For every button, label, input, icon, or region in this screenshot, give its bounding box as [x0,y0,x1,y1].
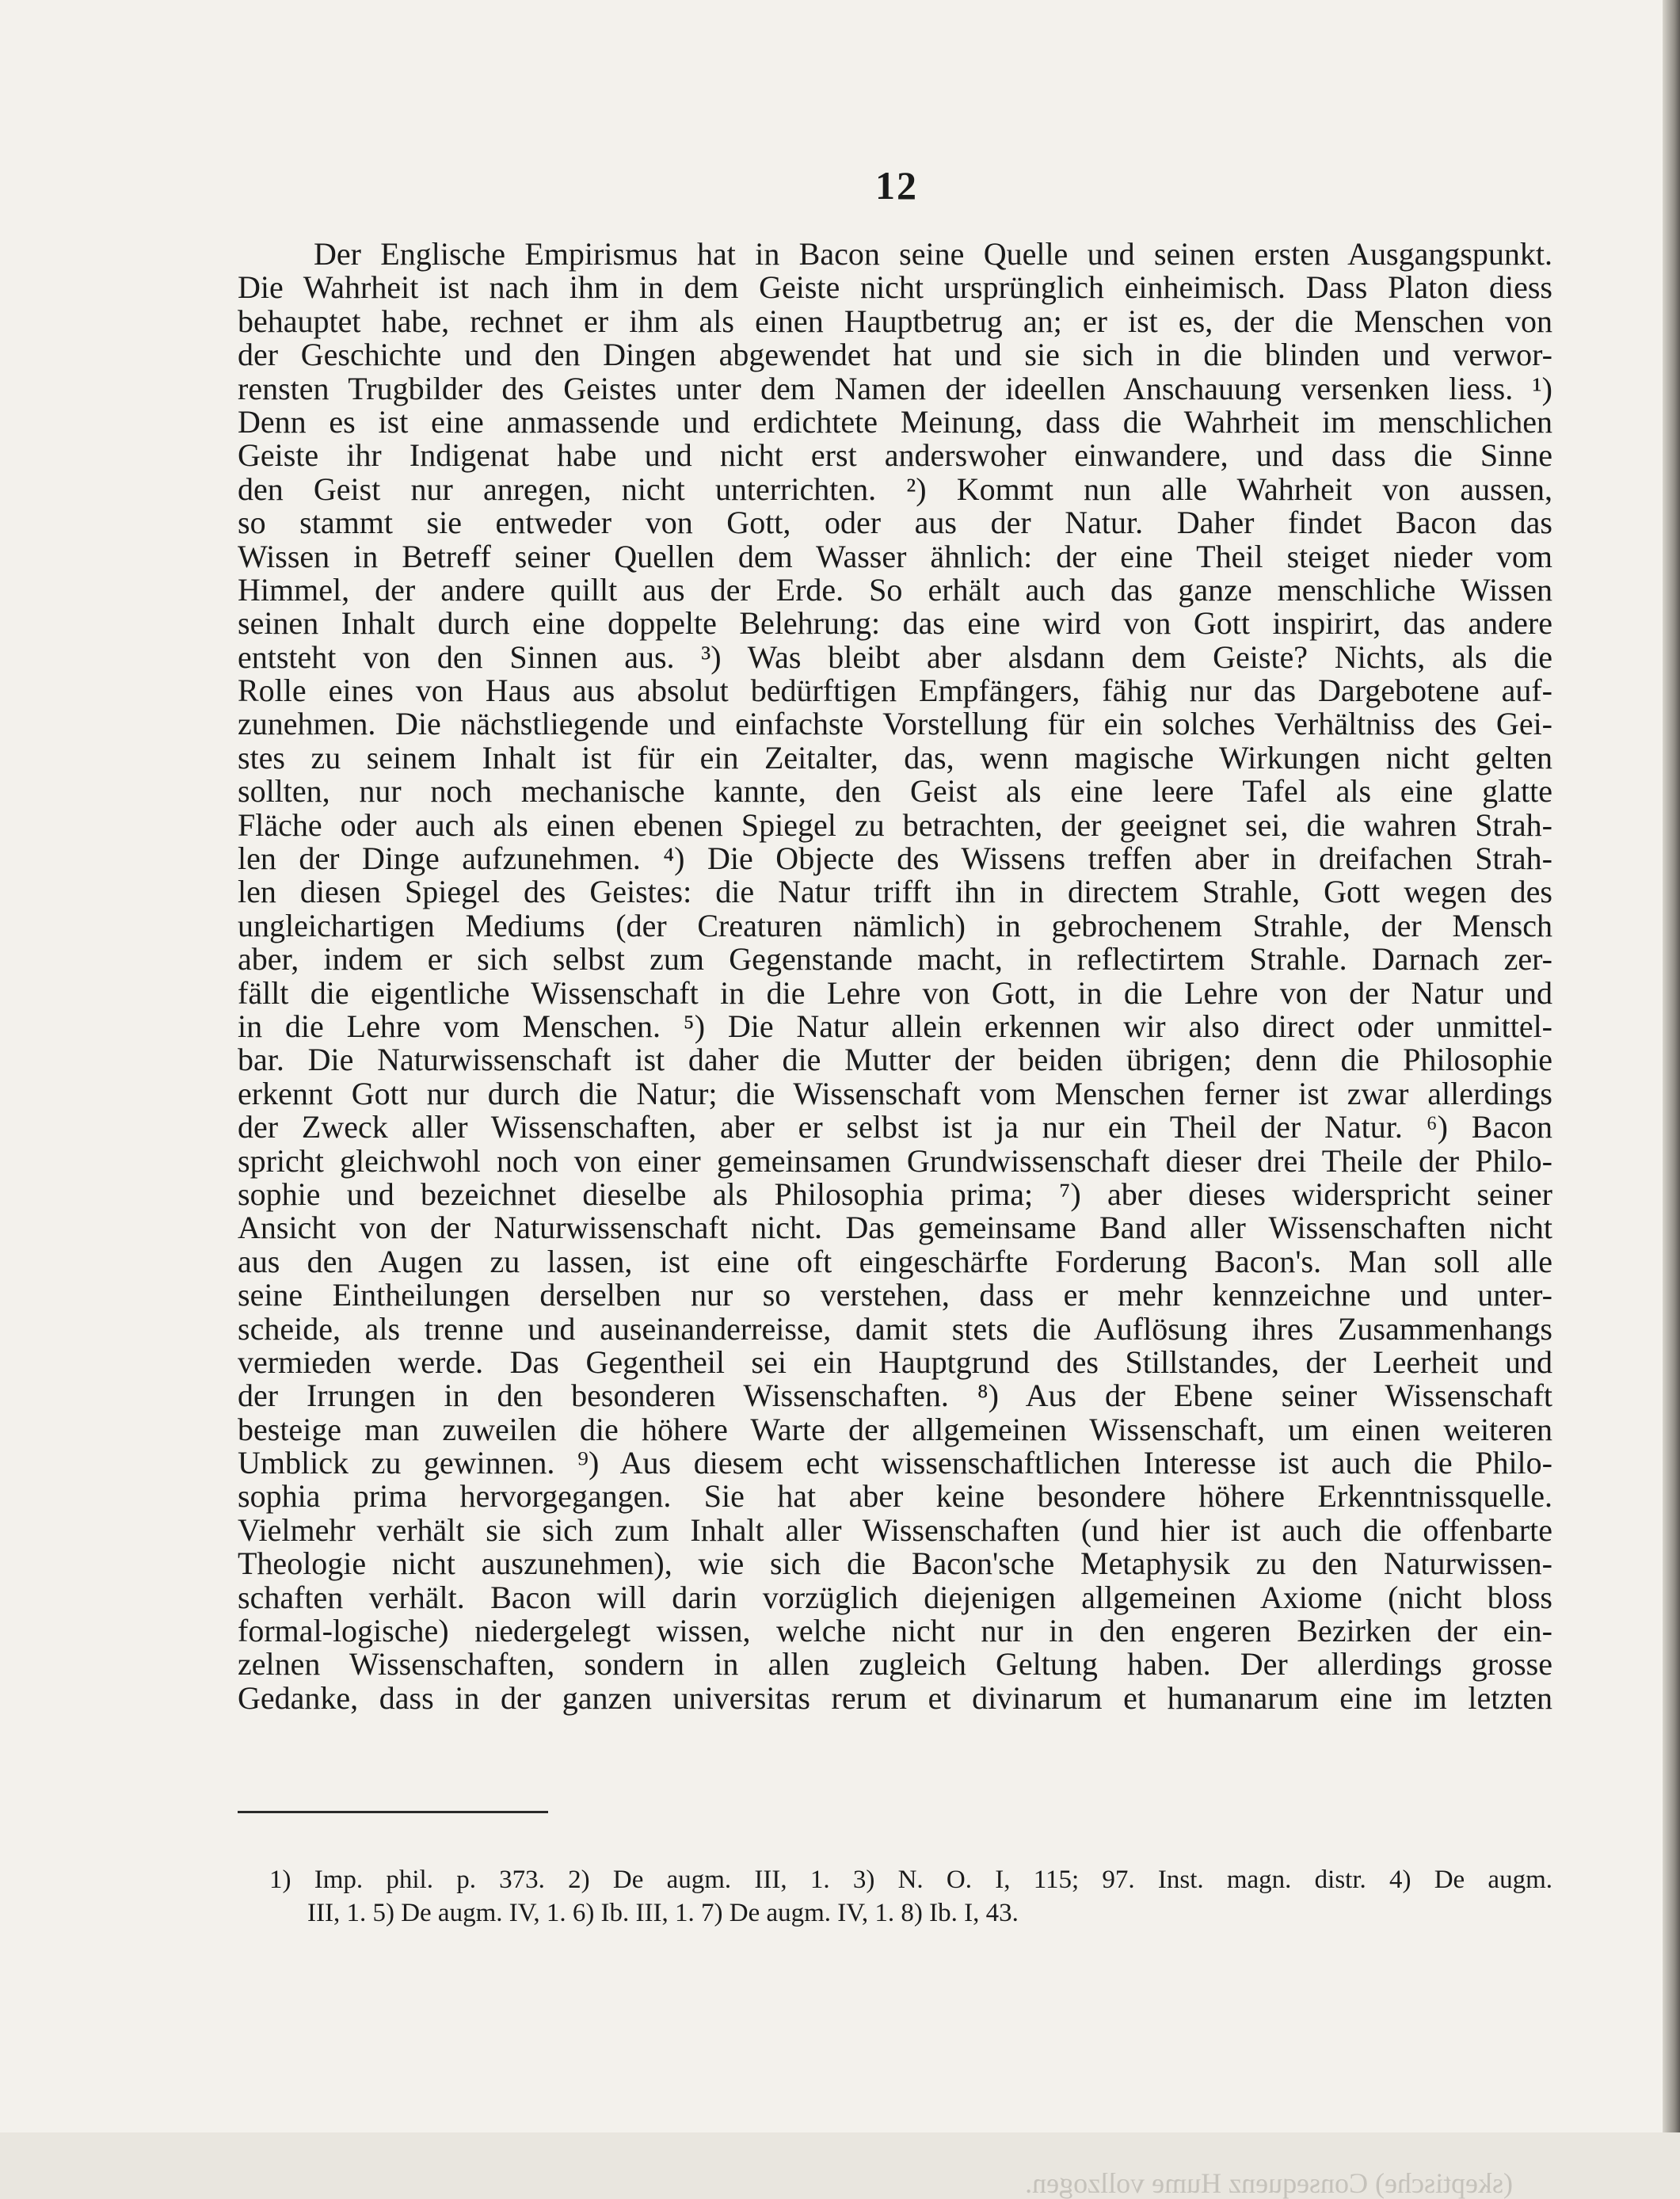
text-line: Rolle eines von Haus aus absolut bedürftigen Empfängers, fähig nur das Dargebotene auf- [238,673,1552,709]
text-line: seinen Inhalt durch eine doppelte Belehrung: das eine wird von Gott inspirirt, das andere [238,605,1552,642]
text-line: so stammt sie entweder von Gott, oder aus der Natur. Daher findet Bacon das [238,505,1552,541]
text-line: Die Wahrheit ist nach ihm in dem Geiste nicht ursprünglich einheimisch. Dass Platon diess [238,269,1552,306]
text-line: behauptet habe, rechnet er ihm als einen Hauptbetrug an; er ist es, der die Menschen von [238,303,1552,339]
text-line: aus den Augen zu lassen, ist eine oft eingeschärfte Forderung Bacon's. Man soll alle [238,1243,1552,1279]
text-line: ungleichartigen Mediums (der Creaturen nämlich) in gebrochenem Strahle, der Mensch [238,907,1552,943]
text-line: Fläche oder auch als einen ebenen Spiegel zu betrachten, der geeignet sei, die wahren Strah- [238,806,1552,843]
text-line: Denn es ist eine anmassende und erdichtete Meinung, dass die Wahrheit im menschlichen [238,403,1552,440]
text-line: Der Englische Empirismus hat in Bacon seine Quelle und seinen ersten Ausgangspunkt. [314,236,1552,272]
bleedthrough-text: (skeptische) Consequenz Hume vollzogen. [1025,2167,1513,2199]
text-line: Theologie nicht auszunehmen), wie sich die Bacon'sche Metaphysik zu den Naturwissen- [238,1545,1552,1582]
text-line: Wissen in Betreff seiner Quellen dem Wasser ähnlich: der eine Theil steiget nieder vom [238,538,1552,574]
text-line: den Geist nur anregen, nicht unterrichten. ²) Kommt nun alle Wahrheit von aussen, [238,471,1552,507]
footnote-line: III, 1. 5) De augm. IV, 1. 6) Ib. III, 1. 7) De augm. IV, 1. 8) Ib. I, 43. [307,1899,1019,1927]
text-line: entsteht von den Sinnen aus. ³) Was bleibt aber alsdann dem Geiste? Nichts, als die [238,638,1552,675]
text-line: Umblick zu gewinnen. ⁹) Aus diesem echt wissenschaftlichen Interesse ist auch die Philo- [238,1445,1552,1481]
text-line: Vielmehr verhält sie sich zum Inhalt aller Wissenschaften (und hier ist auch die offenbarte [238,1511,1552,1548]
text-line: der Geschichte und den Dingen abgewendet hat und sie sich in die blinden und verwor- [238,337,1552,373]
text-line: scheide, als trenne und auseinanderreisse, damit stets die Auflösung ihres Zusammenhangs [238,1310,1552,1347]
page-edge-shadow [1663,0,1680,2132]
text-line: stes zu seinem Inhalt ist für ein Zeitalter, das, wenn magische Wirkungen nicht gelten [238,739,1552,776]
text-line: len diesen Spiegel des Geistes: die Natur trifft ihn in directem Strahle, Gott wegen des [238,874,1552,910]
text-line: seine Eintheilungen derselben nur so verstehen, dass er mehr kennzeichne und unter- [238,1277,1552,1313]
text-line: Geiste ihr Indigenat habe und nicht erst anderswoher einwandere, und dass die Sinne [238,437,1552,474]
text-line: aber, indem er sich selbst zum Gegenstande macht, in reflectirtem Strahle. Darnach zer- [238,941,1552,978]
text-line: rensten Trugbilder des Geistes unter dem Namen der ideellen Anschauung versenken liess. ¹) [238,370,1552,406]
text-line: zunehmen. Die nächstliegende und einfachste Vorstellung für ein solches Verhältniss des Gei- [238,706,1552,742]
footnote-separator [238,1811,548,1813]
text-line: der Zweck aller Wissenschaften, aber er selbst ist ja nur ein Theil der Natur. ⁶) Bacon [238,1109,1552,1145]
footnote-line: 1) Imp. phil. p. 373. 2) De augm. III, 1. 3) N. O. I, 115; 97. Inst. magn. distr. 4) De augm. [269,1866,1552,1894]
text-line: len der Dinge aufzunehmen. ⁴) Die Objecte des Wissens treffen aber in dreifachen Strah- [238,840,1552,877]
main-paragraph [238,238,1552,1715]
text-line: bar. Die Naturwissenschaft ist daher die Mutter der beiden übrigen; denn die Philosophie [238,1042,1552,1078]
text-line: formal-logische) niedergelegt wissen, welche nicht nur in den engeren Bezirken der ein- [238,1613,1552,1649]
page-number: 12 [875,163,918,208]
footnotes [269,1863,1552,1930]
text-line: spricht gleichwohl noch von einer gemeinsamen Grundwissenschaft dieser drei Theile der Philo- [238,1142,1552,1179]
text-line: vermieden werde. Das Gegentheil sei ein Hauptgrund des Stillstandes, der Leerheit und [238,1343,1552,1380]
text-line: in die Lehre vom Menschen. ⁵) Die Natur allein erkennen wir also direct oder unmittel- [238,1008,1552,1044]
text-line: sollten, nur noch mechanische kannte, den Geist als eine leere Tafel als eine glatte [238,773,1552,810]
text-line: besteige man zuweilen die höhere Warte der allgemeinen Wissenschaft, um einen weiteren [238,1411,1552,1447]
text-line: Himmel, der andere quillt aus der Erde. So erhält auch das ganze menschliche Wissen [238,571,1552,608]
text-line: sophie und bezeichnet dieselbe als Philosophia prima; ⁷) aber dieses widerspricht seiner [238,1176,1552,1212]
text-line: zelnen Wissenschaften, sondern in allen zugleich Geltung haben. Der allerdings grosse [238,1646,1552,1683]
text-line: erkennt Gott nur durch die Natur; die Wissenschaft vom Menschen ferner ist zwar allerdings [238,1075,1552,1111]
text-line: Ansicht von der Naturwissenschaft nicht. Das gemeinsame Band aller Wissenschaften nicht [238,1210,1552,1246]
text-line: Gedanke, dass in der ganzen universitas rerum et divinarum et humanarum eine im letzten [238,1679,1552,1716]
text-line: sophia prima hervorgegangen. Sie hat aber keine besondere höhere Erkenntnissquelle. [238,1478,1552,1515]
text-line: fällt die eigentliche Wissenschaft in die Lehre von Gott, in die Lehre von der Natur und [238,974,1552,1011]
text-line: schaften verhält. Bacon will darin vorzüglich diejenigen allgemeinen Axiome (nicht bloss [238,1579,1552,1615]
text-line: der Irrungen in den besonderen Wissenschaften. ⁸) Aus der Ebene seiner Wissenschaft [238,1378,1552,1414]
